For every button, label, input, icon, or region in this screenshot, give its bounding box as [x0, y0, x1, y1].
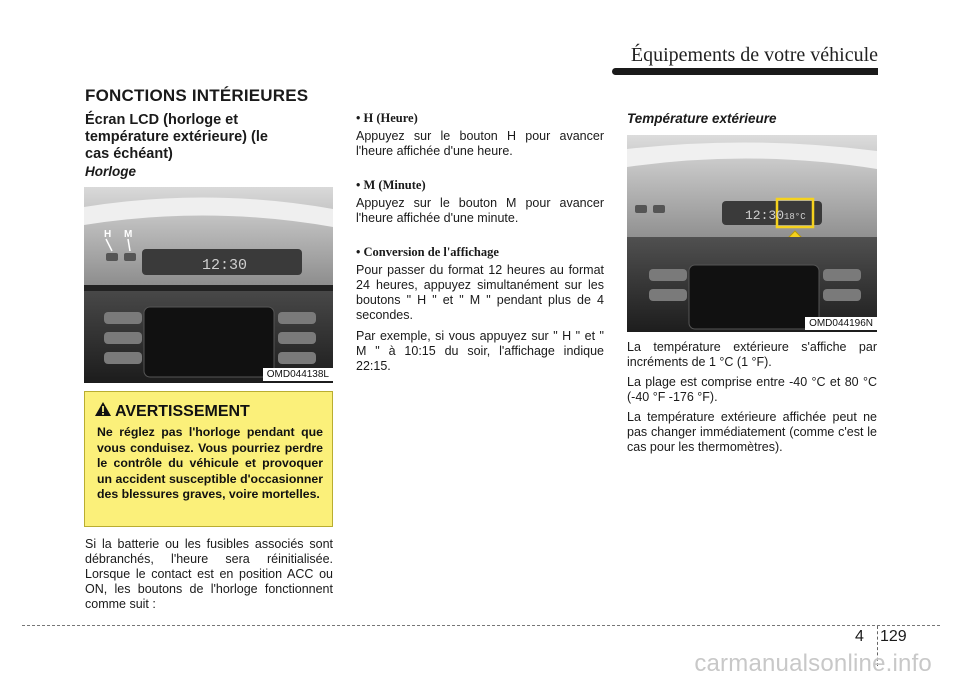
chapter-title: Équipements de votre véhicule: [630, 44, 878, 66]
dashboard-temperature-illustration: [627, 135, 877, 332]
item-conversion-text: Pour passer du format 12 heures au format 24 heures, appuyez simultanément sur les boutons " H " et " M " pendant plus de 4 secondes.: [356, 263, 604, 322]
battery-paragraph: Si la batterie ou les fusibles associés sont débranchés, l'heure sera réinitialisée. Lorsque le contact est en position ACC ou ON, les boutons de l'horloge fonctionnent comme suit :: [85, 537, 333, 611]
item-h-head: • H (Heure): [356, 111, 418, 125]
warning-title: AVERTISSEMENT: [115, 403, 250, 420]
col1-subheading: Horloge: [85, 164, 137, 179]
section-title: FONCTIONS INTÉRIEURES: [85, 86, 309, 105]
lcd-temperature-readout: 18°C: [784, 212, 806, 222]
clock-figure: [84, 187, 333, 383]
lcd-clock-readout-2: 12:30: [745, 208, 785, 223]
temperature-figure: [627, 135, 877, 332]
warning-icon: [94, 401, 112, 417]
figure-caption-2: OMD044196N: [805, 317, 877, 330]
figure-caption: OMD044138L: [263, 368, 333, 381]
item-m-text: Appuyez sur le bouton M pour avancer l'heure affichée d'une minute.: [356, 196, 604, 225]
temperature-paragraphs: [627, 340, 877, 455]
example-text: Par exemple, si vous appuyez sur " H " et " M " à 10:15 du soir, l'affichage indique 22:15.: [356, 329, 604, 373]
warning-box: [84, 391, 333, 527]
temp-paragraph-2: La plage est comprise entre -40 °C et 80 °C (-40 °F -176 °F).: [627, 375, 877, 404]
h-button-label: H: [104, 229, 112, 240]
item-conversion-head: • Conversion de l'affichage: [356, 245, 499, 259]
warning-text: Ne réglez pas l'horloge pendant que vous conduisez. Vous pourriez perdre le contrôle du véhicule et provoquer un accident susceptible d'occasionner des blessures graves, voire mortelles.: [97, 425, 323, 501]
m-button-label: M: [124, 229, 133, 240]
page-number: 129: [880, 628, 907, 645]
temp-paragraph-1: La température extérieure s'affiche par incréments de 1 °C (1 °F).: [627, 340, 877, 369]
temp-paragraph-3: La température extérieure affichée peut ne pas changer immédiatement (comme c'est le cas pour les thermomètres).: [627, 410, 877, 454]
chapter-number: 4: [855, 628, 864, 645]
item-h-text: Appuyez sur le bouton H pour avancer l'heure affichée d'une heure.: [356, 129, 604, 158]
header-rule: [612, 68, 878, 75]
item-m-head: • M (Minute): [356, 178, 426, 192]
col1-heading: Écran LCD (horloge et température extérieure) (le cas échéant): [85, 112, 268, 162]
col3-subheading: Température extérieure: [627, 111, 777, 126]
lcd-clock-readout: 12:30: [202, 257, 248, 274]
button-instructions: [356, 111, 604, 374]
footer-rule: [22, 625, 940, 626]
dashboard-clock-illustration: [84, 187, 333, 383]
watermark: carmanualsonline.info: [694, 650, 932, 677]
